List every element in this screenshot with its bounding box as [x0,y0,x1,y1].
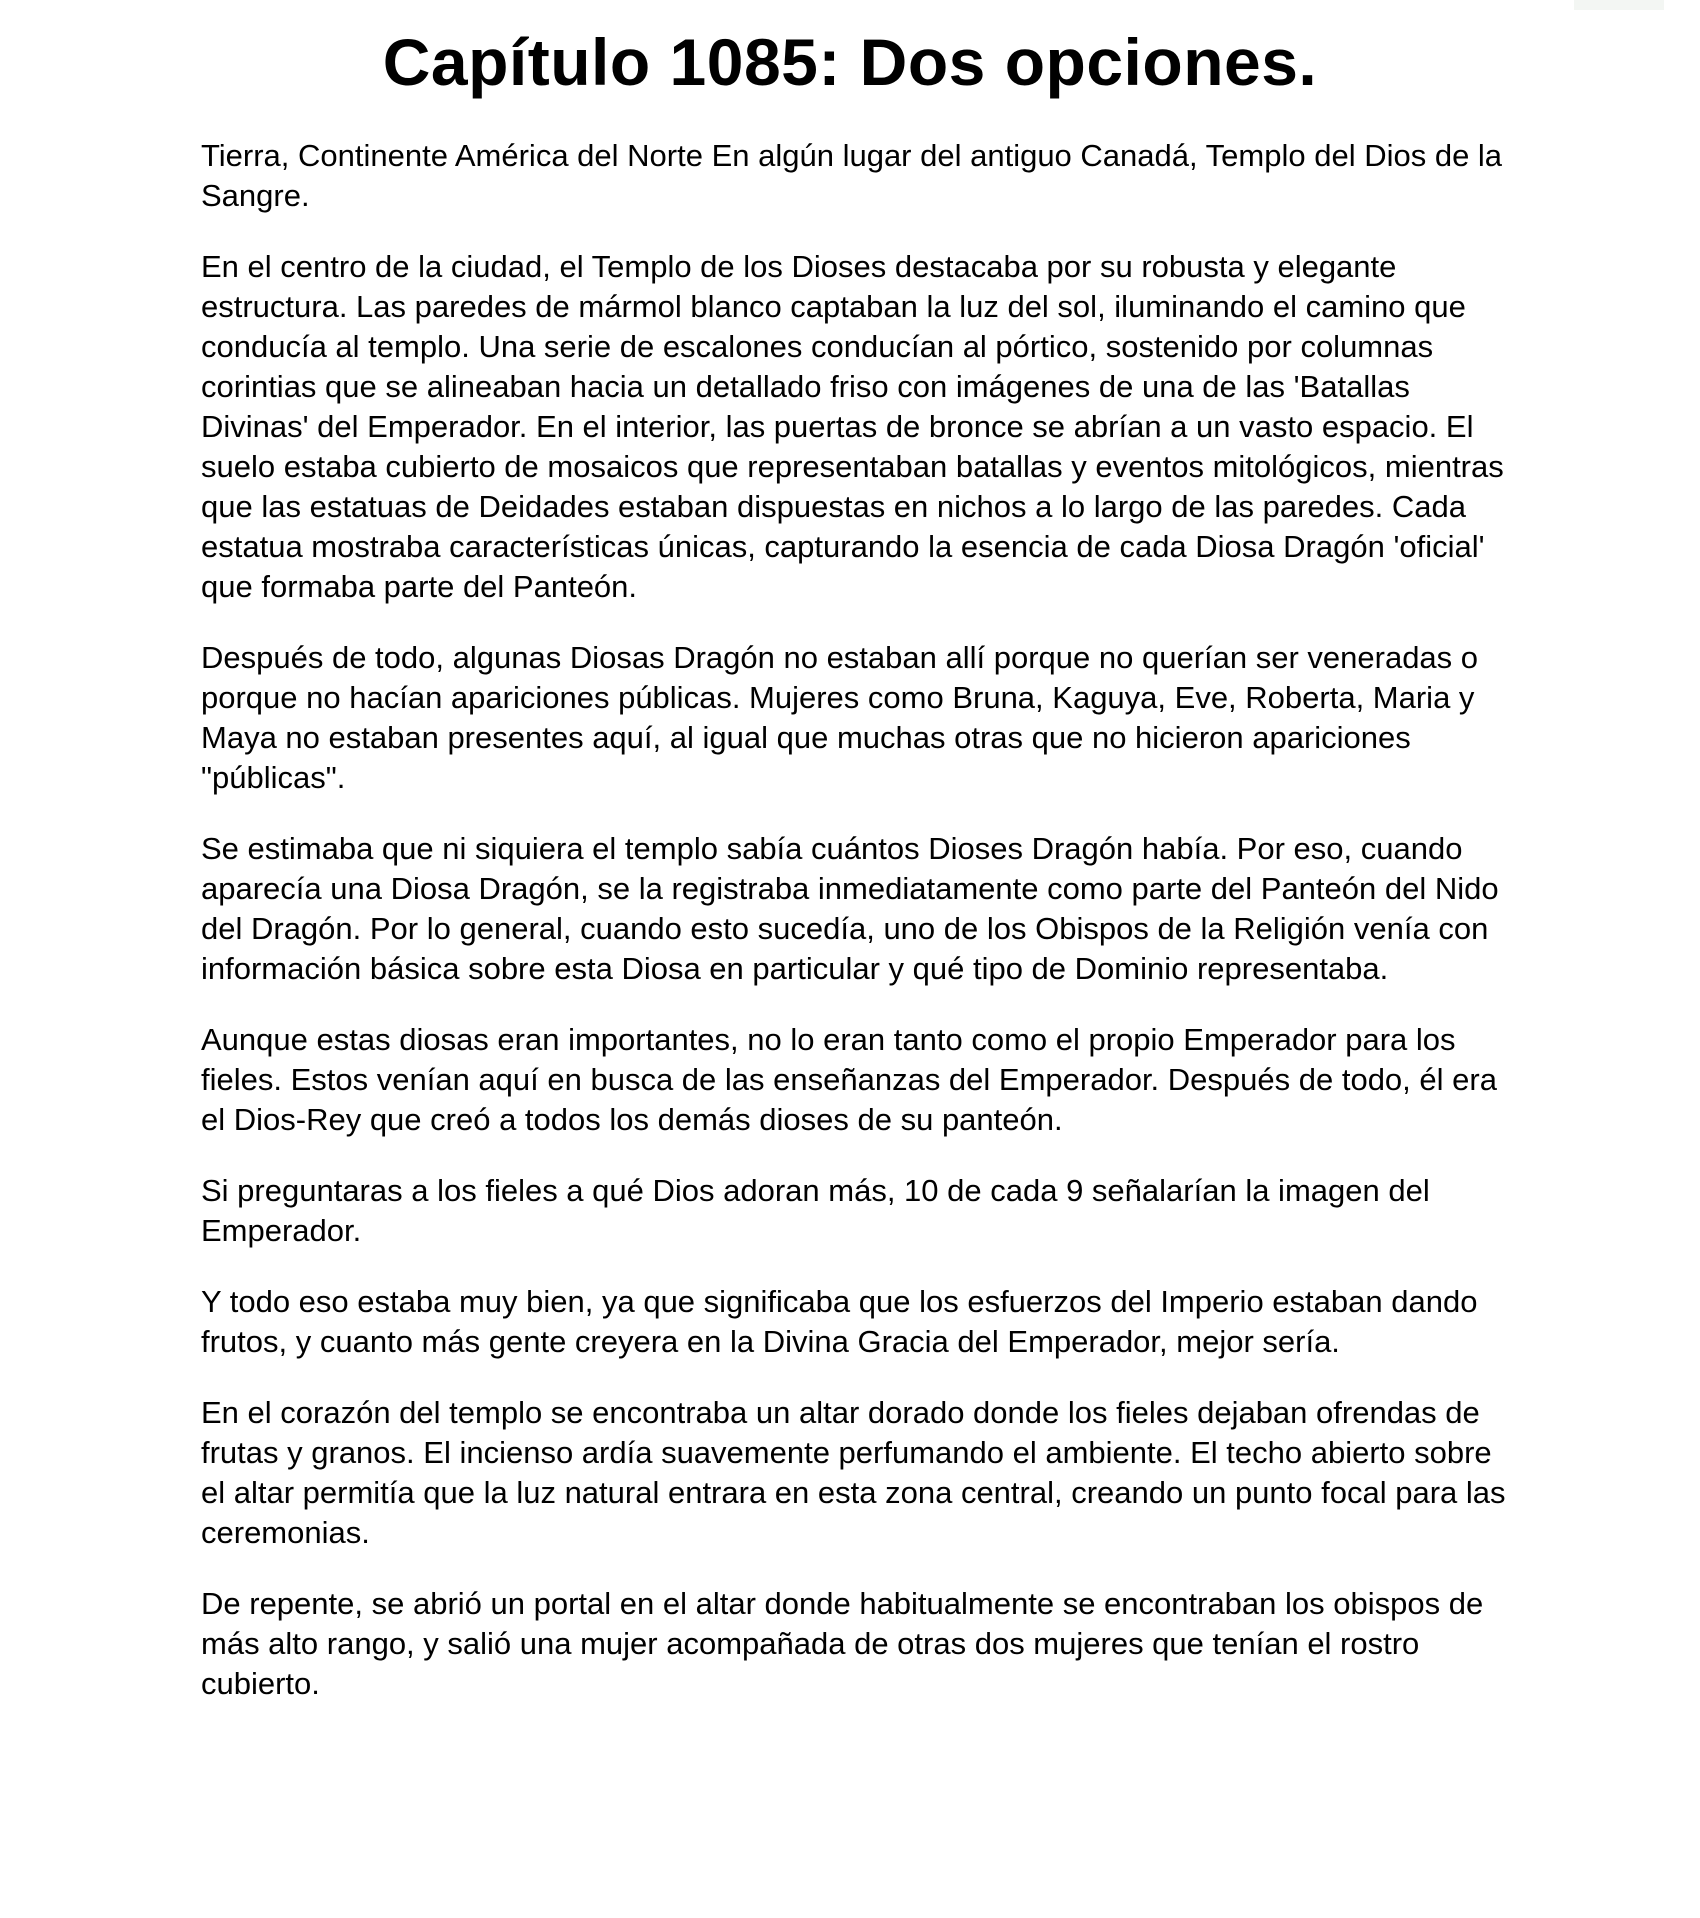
paragraph-registration: Se estimaba que ni siquiera el templo sabía cuántos Dioses Dragón había. Por eso, cuando aparecía una Diosa Dragón, se la registraba inmediatamente como parte del Panteón del Nido del Dragón. Por lo general, cuando esto sucedía, uno de los Obispos de la Religión venía con información básica sobre esta Diosa en particular y qué tipo de Dominio representaba. [201,831,1499,986]
chapter-title: Capítulo 1085: Dos opciones. [382,25,1318,99]
paragraph-location: Tierra, Continente América del Norte En algún lugar del antiguo Canadá, Templo del Dios de la Sangre. [201,138,1503,213]
chapter-body [201,136,1511,1735]
paragraph-portal: De repente, se abrió un portal en el altar donde habitualmente se encontraban los obispos de más alto rango, y salió una mujer acompañada de otras dos mujeres que tenían el rostro cubierto. [201,1586,1484,1701]
paragraph-temple-description: En el centro de la ciudad, el Templo de los Dioses destacaba por su robusta y elegante estructura. Las paredes de mármol blanco captaban la luz del sol, iluminando el camino que conducía al templo. Una serie de escalones conducían al pórtico, sostenido por columnas corintias que se alineaban hacia un detallado friso con imágenes de una de las 'Batallas Divinas' del Emperador. En el interior, las puertas de bronce se abrían a un vasto espacio. El suelo estaba cubierto de mosaicos que representaban batallas y eventos mitológicos, mientras que las estatuas de Deidades estaban dispuestas en nichos a lo largo de las paredes. Cada estatua mostraba características únicas, capturando la esencia de cada Diosa Dragón 'oficial' que formaba parte del Panteón. [201,249,1504,604]
paragraph-worship-question: Si preguntaras a los fieles a qué Dios adoran más, 10 de cada 9 señalarían la imagen del Emperador. [201,1173,1430,1248]
corner-mark [1574,0,1664,10]
paragraph-emperor-importance: Aunque estas diosas eran importantes, no lo eran tanto como el propio Emperador para los fieles. Estos venían aquí en busca de las enseñanzas del Emperador. Después de todo, él era el Dios-Rey que creó a todos los demás dioses de su panteón. [201,1022,1497,1137]
paragraph-altar: En el corazón del templo se encontraba un altar dorado donde los fieles dejaban ofrendas de frutas y granos. El incienso ardía suavemente perfumando el ambiente. El techo abierto sobre el altar permitía que la luz natural entrara en esta zona central, creando un punto focal para las ceremonias. [201,1395,1506,1550]
paragraph-absent-goddesses: Después de todo, algunas Diosas Dragón no estaban allí porque no querían ser veneradas o porque no hacían apariciones públicas. Mujeres como Bruna, Kaguya, Eve, Roberta, Maria y Maya no estaban presentes aquí, al igual que muchas otras que no hicieron apariciones "públicas". [201,640,1479,795]
paragraph-empire-efforts: Y todo eso estaba muy bien, ya que significaba que los esfuerzos del Imperio estaban dando frutos, y cuanto más gente creyera en la Divina Gracia del Emperador, mejor sería. [201,1284,1478,1359]
